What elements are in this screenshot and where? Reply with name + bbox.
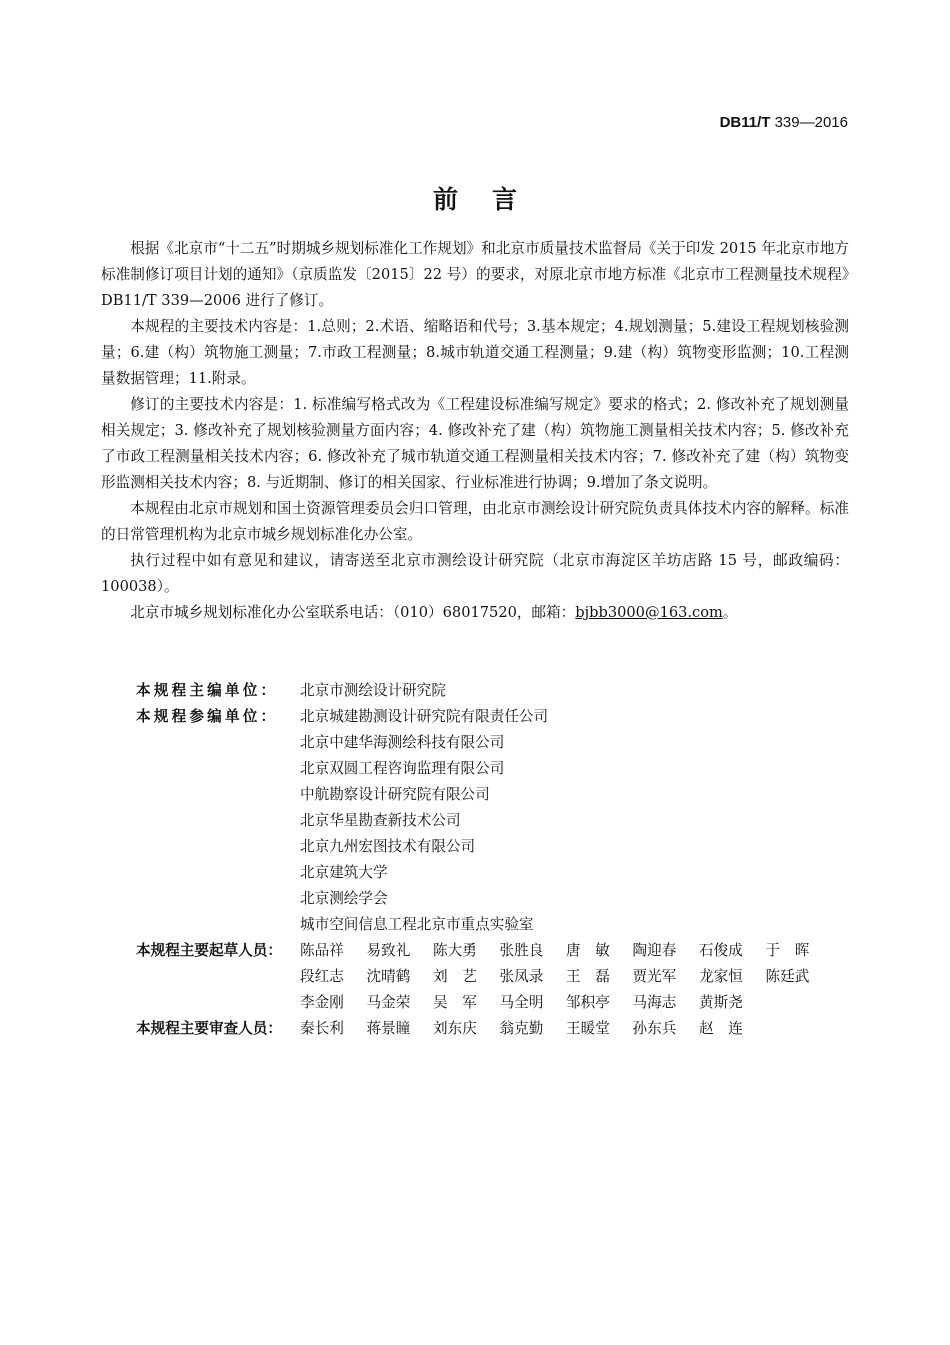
reviewer-name: 孙东兵 bbox=[632, 1020, 677, 1037]
reviewer-name: 赵 连 bbox=[699, 1020, 743, 1037]
chief-unit-row bbox=[136, 678, 856, 704]
drafters-label: 本规程主要起草人员： bbox=[136, 942, 282, 959]
participating-units-list bbox=[300, 704, 856, 938]
drafter-name: 贾光军 bbox=[632, 968, 677, 985]
chief-unit-label: 本规程主编单位： bbox=[136, 682, 279, 699]
drafter-name: 陈廷武 bbox=[765, 968, 810, 985]
preface-body bbox=[101, 236, 849, 626]
paragraph-feedback: 执行过程中如有意见和建议，请寄送至北京市测绘设计研究院（北京市海淀区羊坊店路 15 号，邮政编码：100038）。 bbox=[101, 552, 849, 595]
drafter-name: 易致礼 bbox=[366, 942, 411, 959]
contact-email-link[interactable]: bjbb3000@163.com bbox=[575, 604, 723, 621]
participating-units-row bbox=[136, 704, 856, 938]
drafter-name: 李金刚 bbox=[300, 994, 344, 1011]
participating-unit: 北京测绘学会 bbox=[300, 890, 388, 907]
reviewer-name: 王暖堂 bbox=[566, 1020, 610, 1037]
paragraph-background: 根据《北京市“十二五”时期城乡规划标准化工作规划》和北京市质量技术监督局《关于印发 2015 年北京市地方标准制修订项目计划的通知》（京质监发〔2015〕22 号）的要求，对原北京市地方标准《北京市工程测量技术规程》DB11/T 339—2006 进行了修订。 bbox=[101, 240, 849, 309]
standard-code-number: 339—2016 bbox=[770, 114, 848, 131]
participating-units-label: 本规程参编单位： bbox=[136, 708, 279, 725]
drafters-row bbox=[136, 938, 856, 1016]
drafter-name: 马全明 bbox=[499, 994, 544, 1011]
standard-code bbox=[720, 114, 848, 131]
contact-suffix: 。 bbox=[722, 604, 738, 621]
drafter-name: 陈品祥 bbox=[300, 942, 344, 959]
drafter-name: 吴 军 bbox=[433, 994, 477, 1011]
drafter-name: 龙家恒 bbox=[699, 968, 743, 985]
drafter-name: 邹积亭 bbox=[566, 994, 610, 1011]
paragraph-main-contents: 本规程的主要技术内容是：1.总则；2.术语、缩略语和代号；3.基本规定；4.规划测量；5.建设工程规划核验测量；6.建（构）筑物施工测量；7.市政工程测量；8.城市轨道交通工程测量；9.建（构）筑物变形监测；10.工程测量数据管理；11.附录。 bbox=[101, 318, 849, 387]
drafter-name: 沈晴鹤 bbox=[366, 968, 411, 985]
drafter-name: 刘 艺 bbox=[433, 968, 477, 985]
participating-unit: 北京双圆工程咨询监理有限公司 bbox=[300, 760, 505, 777]
participating-unit: 北京九州宏图技术有限公司 bbox=[300, 838, 476, 855]
reviewers-list bbox=[300, 1016, 856, 1042]
reviewer-name: 刘东庆 bbox=[433, 1020, 477, 1037]
contact-phone-text: 北京市城乡规划标准化办公室联系电话：（010）68017520，邮箱： bbox=[130, 604, 576, 621]
paragraph-revisions: 修订的主要技术内容是：1. 标准编写格式改为《工程建设标准编写规定》要求的格式；2. 修改补充了规划测量相关规定；3. 修改补充了规划核验测量方面内容；4. 修改补充了建（构）筑物施工测量相关技术内容；5. 修改补充了市政工程测量相关技术内容；6. 修改补充了城市轨道交通工程测量相关技术内容；7. 修改补充了建（构）筑物变形监测相关技术内容；8. 与近期制、修订的相关国家、行业标准进行协调；9.增加了条文说明。 bbox=[101, 396, 849, 491]
participating-unit: 中航勘察设计研究院有限公司 bbox=[300, 786, 490, 803]
reviewer-name: 秦长利 bbox=[300, 1020, 344, 1037]
chief-unit-list bbox=[300, 678, 856, 704]
drafters-list bbox=[300, 938, 856, 1016]
chief-unit: 北京市测绘设计研究院 bbox=[300, 682, 446, 699]
drafter-name: 马海志 bbox=[632, 994, 677, 1011]
participating-unit: 北京建筑大学 bbox=[300, 864, 388, 881]
drafter-name: 张胜良 bbox=[499, 942, 544, 959]
credits-section bbox=[136, 678, 856, 1042]
paragraph-management: 本规程由北京市规划和国土资源管理委员会归口管理，由北京市测绘设计研究院负责具体技术内容的解释。标准的日常管理机构为北京市城乡规划标准化办公室。 bbox=[101, 500, 849, 543]
participating-unit: 城市空间信息工程北京市重点实验室 bbox=[300, 916, 534, 933]
drafter-name: 石俊成 bbox=[699, 942, 743, 959]
drafter-name: 马金荣 bbox=[366, 994, 411, 1011]
reviewer-name: 蒋景瞳 bbox=[366, 1020, 411, 1037]
reviewers-row bbox=[136, 1016, 856, 1042]
drafter-name: 唐 敏 bbox=[566, 942, 610, 959]
drafter-name: 于 晖 bbox=[765, 942, 810, 959]
participating-unit: 北京中建华海测绘科技有限公司 bbox=[300, 734, 505, 751]
page-title: 前言 bbox=[432, 185, 551, 214]
drafter-name: 段红志 bbox=[300, 968, 344, 985]
participating-unit: 北京华星勘查新技术公司 bbox=[300, 812, 461, 829]
reviewer-name: 翁克勤 bbox=[499, 1020, 544, 1037]
reviewers-label: 本规程主要审查人员： bbox=[136, 1020, 282, 1037]
paragraph-contact bbox=[101, 600, 849, 626]
drafter-name: 张凤录 bbox=[499, 968, 544, 985]
standard-code-prefix: DB11/T bbox=[719, 114, 771, 131]
drafter-name: 陈大勇 bbox=[433, 942, 477, 959]
drafter-name: 陶迎春 bbox=[632, 942, 677, 959]
drafter-name: 黄斯尧 bbox=[699, 994, 743, 1011]
participating-unit: 北京城建勘测设计研究院有限责任公司 bbox=[300, 708, 549, 725]
drafter-name: 王 磊 bbox=[566, 968, 610, 985]
